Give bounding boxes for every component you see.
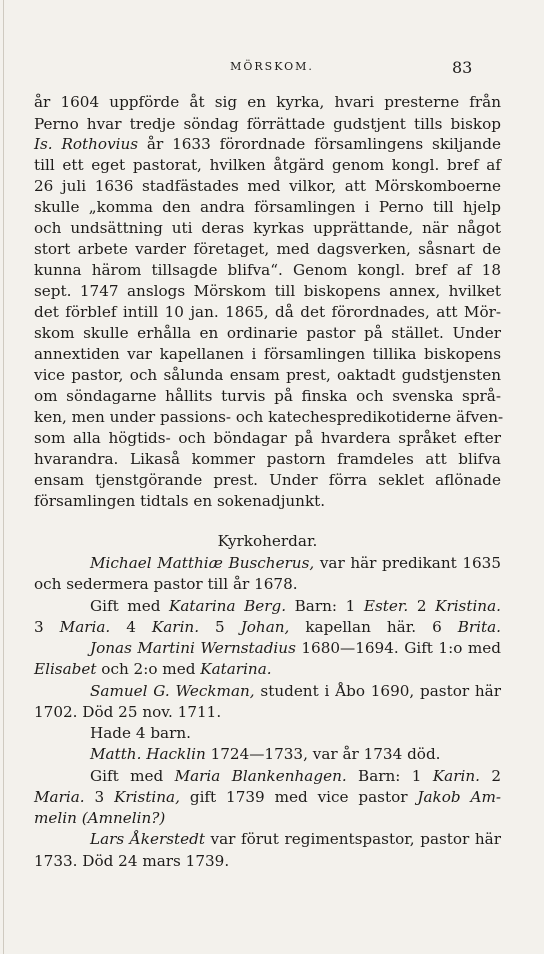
italic-text-segment: Matth. Hacklin — [90, 745, 206, 763]
text-segment: Barn: 1 — [346, 767, 433, 785]
text-segment: Perno hvar tredje söndag förrättade gudstjent tills biskop — [34, 115, 501, 133]
text-line — [34, 239, 501, 259]
text-segment: ken, men under passions- och katechespredikotiderne äfven- — [34, 408, 504, 426]
text-segment: 2 — [408, 597, 436, 615]
text-line — [34, 702, 501, 722]
text-line — [34, 386, 501, 406]
text-line — [34, 197, 501, 217]
text-segment: 1733. Död 24 mars 1739. — [34, 852, 230, 870]
italic-text-segment: Johan, — [240, 618, 290, 636]
text-line — [90, 638, 501, 658]
text-segment: till ett eget pastorat, hvilken åtgärd genom kongl. bref af — [34, 156, 501, 174]
text-line — [90, 723, 501, 743]
text-segment: och undsättning uti deras kyrkas upprättande, när något — [34, 219, 501, 237]
text-segment: hvarandra. Likaså kommer pastorn framdeles att blifva — [34, 450, 501, 468]
text-line — [90, 596, 501, 616]
italic-text-segment: Is. Rothovius — [34, 135, 139, 153]
text-line — [34, 491, 501, 511]
text-segment: var förut regimentspastor, pastor här — [204, 830, 501, 848]
text-segment: 5 — [199, 618, 241, 636]
text-line — [34, 114, 501, 134]
text-segment: kunna härom tillsagde blifva“. Genom kongl. bref af 18 — [34, 261, 501, 279]
text-segment: Gift med — [90, 597, 169, 615]
text-segment: stort arbete varder företaget, med dagsverken, såsnart de — [34, 240, 501, 258]
text-line — [90, 829, 501, 849]
text-line — [34, 344, 501, 364]
text-line — [34, 449, 501, 469]
text-segment: Barn: 1 — [286, 597, 364, 615]
text-segment: skom skulle erhålla en ordinarie pastor på stället. Under — [34, 324, 501, 342]
running-title: MÖRSKOM. — [230, 60, 314, 73]
text-line — [34, 365, 501, 385]
text-segment: Gift med — [90, 767, 175, 785]
text-segment: som alla högtids- och böndagar på hvardera språket efter — [34, 429, 501, 447]
section-heading-kyrkoherdar — [34, 531, 501, 551]
text-segment: 4 — [110, 618, 152, 636]
text-line — [90, 553, 501, 573]
italic-text-segment: Karin. — [151, 618, 200, 636]
text-line — [34, 218, 501, 238]
text-line — [90, 766, 501, 786]
page-number: 83 — [452, 58, 473, 77]
text-line — [34, 851, 501, 871]
text-line — [34, 407, 504, 427]
text-segment: Kyrkoherdar. — [217, 532, 318, 550]
italic-text-segment: Jakob Am- — [417, 788, 501, 806]
text-segment: det förblef intill 10 jan. 1865, då det förordnades, att Mör- — [34, 303, 501, 321]
text-line — [34, 134, 501, 154]
text-segment: 3 — [84, 788, 115, 806]
italic-text-segment: Samuel G. Weckman, — [90, 682, 255, 700]
italic-text-segment: Michael Matthiæ Buscherus, — [90, 554, 315, 572]
text-line — [34, 176, 501, 196]
italic-text-segment: Kristina, — [114, 788, 180, 806]
text-line — [34, 470, 501, 490]
text-segment: vice pastor, och sålunda ensam prest, oaktadt gudstjensten — [34, 366, 501, 384]
text-segment: var här predikant 1635 — [314, 554, 501, 572]
text-line — [34, 659, 501, 679]
text-line — [34, 92, 501, 112]
text-line — [34, 428, 501, 448]
italic-text-segment: Jonas Martini Wernstadius — [90, 639, 296, 657]
text-line — [34, 808, 501, 828]
text-line — [90, 744, 501, 764]
italic-text-segment: Maria. — [34, 788, 85, 806]
text-segment: 1680—1694. Gift 1:o med — [295, 639, 501, 657]
italic-text-segment: Kristina. — [435, 597, 501, 615]
text-segment: sept. 1747 anslogs Mörskom till biskopens annex, hvilket — [34, 282, 501, 300]
italic-text-segment: Katarina. — [200, 660, 272, 678]
text-segment: student i Åbo 1690, pastor här — [254, 682, 501, 700]
text-segment: skulle „komma den andra församlingen i Perno till hjelp — [34, 198, 501, 216]
text-segment: och 2:o med — [96, 660, 201, 678]
text-segment: kapellan här. 6 — [289, 618, 458, 636]
text-line — [34, 617, 501, 637]
italic-text-segment: Maria Blankenhagen. — [174, 767, 347, 785]
text-segment: 26 juli 1636 stadfästades med vilkor, att Mörskomboerne — [34, 177, 501, 195]
text-line — [34, 260, 501, 280]
text-line — [34, 574, 501, 594]
text-segment: ensam tjenstgörande prest. Under förra seklet aflönade — [34, 471, 501, 489]
italic-text-segment: Elisabet — [34, 660, 97, 678]
text-segment: om söndagarne hållits turvis på finska och svenska språ- — [34, 387, 501, 405]
italic-text-segment: Brita. — [457, 618, 502, 636]
text-segment: 1724—1733, var år 1734 död. — [205, 745, 441, 763]
text-segment: år 1604 uppförde åt sig en kyrka, hvari presterne från — [34, 93, 501, 111]
text-line — [34, 155, 501, 175]
text-segment: församlingen tidtals en sokenadjunkt. — [34, 492, 326, 510]
italic-text-segment: Lars Åkerstedt — [90, 830, 205, 848]
text-segment: annextiden var kapellanen i församlingen tillika biskopens — [34, 345, 501, 363]
text-segment: och sedermera pastor till år 1678. — [34, 575, 298, 593]
text-line — [34, 787, 501, 807]
text-segment: 3 — [34, 618, 60, 636]
text-line — [34, 323, 501, 343]
text-segment: gift 1739 med vice pastor — [179, 788, 418, 806]
text-line — [34, 281, 501, 301]
text-segment: år 1633 förordnade församlingens skiljande — [138, 135, 501, 153]
text-line — [90, 681, 501, 701]
text-segment: Hade 4 barn. — [90, 724, 191, 742]
italic-text-segment: Maria. — [59, 618, 111, 636]
text-line — [34, 302, 501, 322]
italic-text-segment: melin (Amnelin?) — [34, 809, 166, 827]
italic-text-segment: Ester. — [363, 597, 409, 615]
text-segment: 1702. Död 25 nov. 1711. — [34, 703, 222, 721]
text-segment: 2 — [479, 767, 501, 785]
italic-text-segment: Karin. — [432, 767, 480, 785]
binding-edge — [3, 0, 4, 954]
italic-text-segment: Katarina Berg. — [169, 597, 287, 615]
